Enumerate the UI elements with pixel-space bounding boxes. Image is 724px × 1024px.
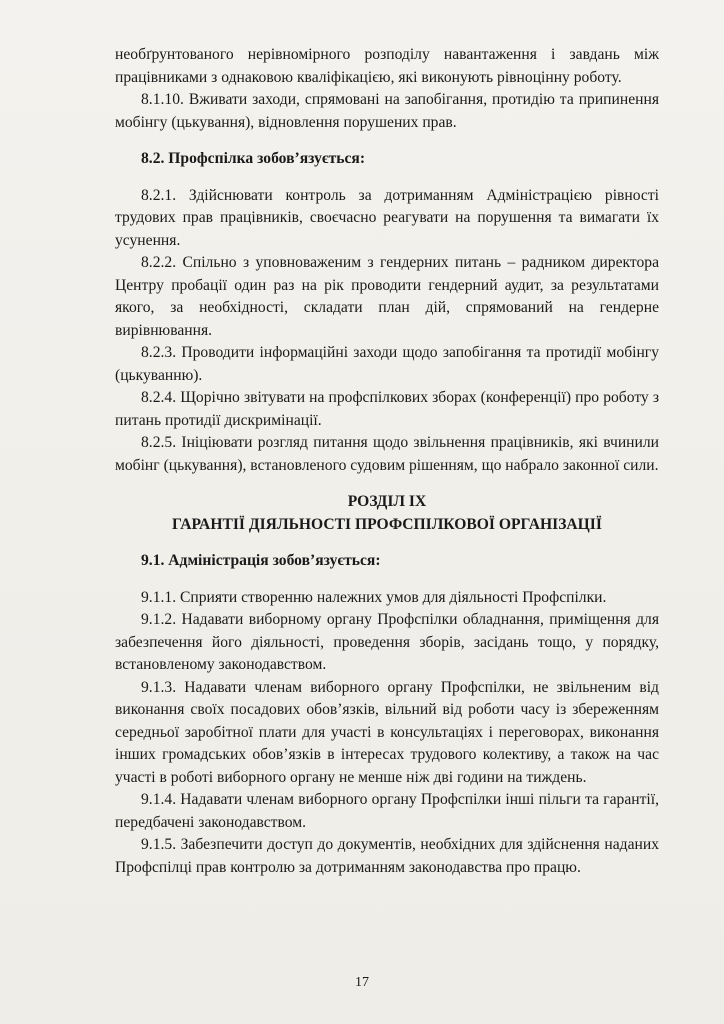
- item-9-1-1: 9.1.1. Сприяти створенню належних умов для діяльності Профспілки.: [141, 588, 607, 606]
- heading-9-1: 9.1. Адміністрація зобов’язується:: [141, 552, 381, 569]
- section-label: РОЗДІЛ IX: [347, 493, 427, 510]
- item-9-1-2: 9.1.2. Надавати виборному органу Профспілки обладнання, приміщення для забезпечення його діяльності, проведення зборів, засідань тощо, у порядку, встановленому законодавством.: [115, 611, 659, 673]
- paragraph-8-1-10: 8.1.10. Вживати заходи, спрямовані на запобігання, протидію та припинення мобінгу (цькування), відновлення порушених прав.: [115, 91, 659, 131]
- item-9-1-4: 9.1.4. Надавати членам виборного органу Профспілки інші пільги та гарантії, передбачені законодавством.: [115, 791, 659, 831]
- page-number: 17: [355, 975, 369, 990]
- item-8-2-2: 8.2.2. Спільно з уповноваженим з гендерних питань – радником директора Центру пробації один раз на рік проводити гендерний аудит, за результатами якого, за необхідності, складати план дій, спрямований на гендерне вирівнювання.: [115, 254, 659, 339]
- page-body: [115, 44, 659, 879]
- item-8-2-4: 8.2.4. Щорічно звітувати на профспілкових зборах (конференції) про роботу з питань протидії дискримінації.: [115, 389, 659, 429]
- heading-8-2: 8.2. Профспілка зобов’язується:: [141, 150, 366, 167]
- item-8-2-3: 8.2.3. Проводити інформаційні заходи щодо запобігання та протидії мобінгу (цькуванню).: [115, 344, 659, 384]
- item-8-2-1: 8.2.1. Здійснювати контроль за дотриманням Адміністрацією рівності трудових прав працівників, своєчасно реагувати на порушення та вимагати їх усунення.: [115, 186, 659, 249]
- item-9-1-5: 9.1.5. Забезпечити доступ до документів, необхідних для здійснення наданих Профспілці прав контролю за дотриманням законодавства про працю.: [115, 836, 659, 876]
- section-title: ГАРАНТІЇ ДІЯЛЬНОСТІ ПРОФСПІЛКОВОЇ ОРГАНІЗАЦІЇ: [172, 515, 602, 533]
- item-9-1-3: 9.1.3. Надавати членам виборного органу Профспілки, не звільненим від виконання своїх посадових обов’язків, вільний від роботи часу із збереженням середньої заробітної плати для участі в консультаціях і переговорах, виконання інших громадських обов’язків в інтересах трудового колективу, а також на час участі в роботі виборного органу не менше ніж дві години на тиждень.: [115, 678, 659, 786]
- item-8-2-5: 8.2.5. Ініціювати розгляд питання щодо звільнення працівників, які вчинили мобінг (цькування), встановленого судовим рішенням, що набрало законної сили.: [115, 434, 659, 474]
- paragraph-continuation: необґрунтованого нерівномірного розподілу навантаження і завдань між працівниками з однаковою кваліфікацією, які виконують рівноцінну роботу.: [115, 46, 659, 86]
